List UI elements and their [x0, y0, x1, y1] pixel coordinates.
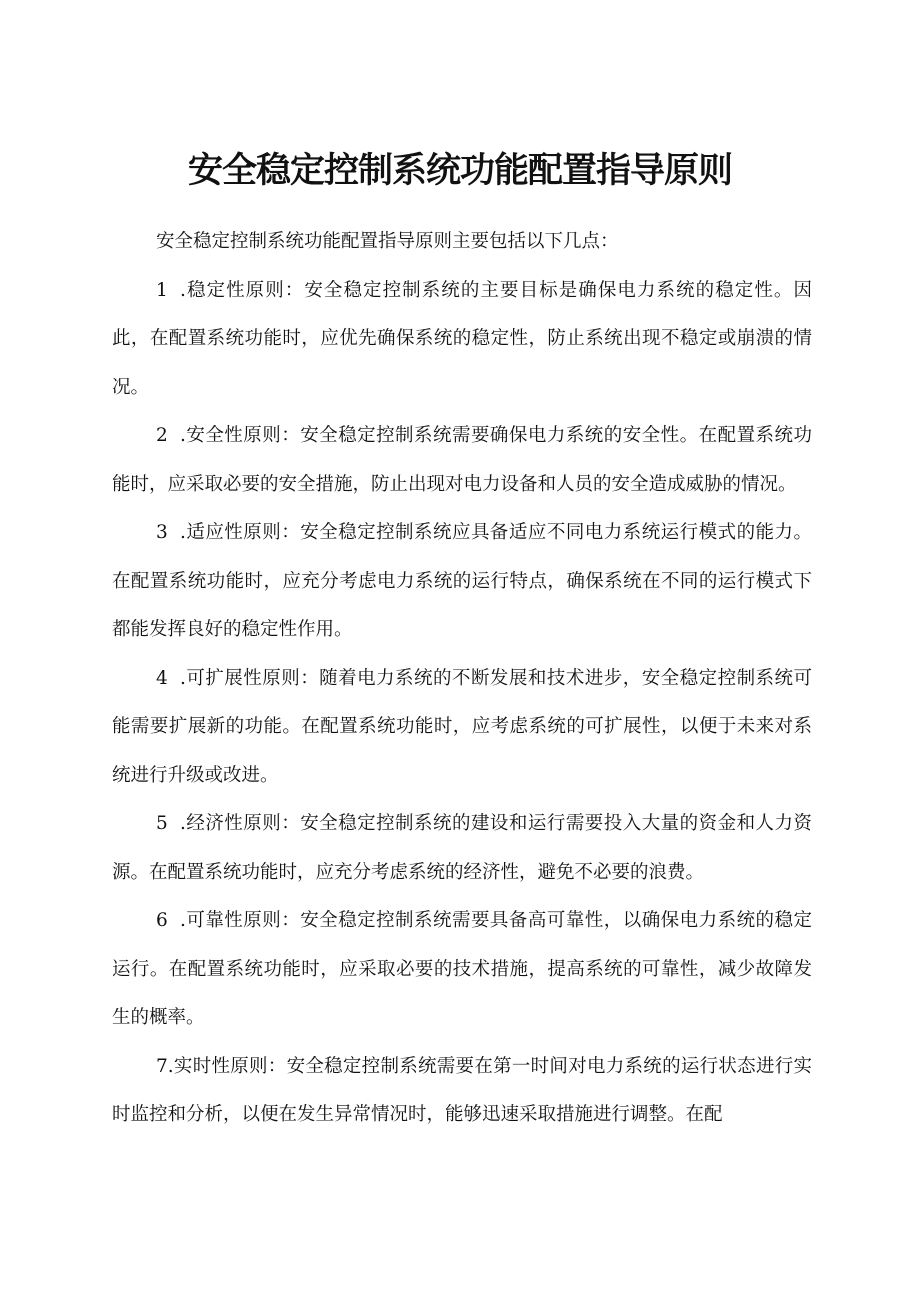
- principle-item-4: [112, 655, 812, 801]
- document-title: 安全稳定控制系统功能配置指导原则: [187, 151, 732, 192]
- principle-item-2: [112, 412, 812, 509]
- item-text: .可靠性原则：安全稳定控制系统需要具备高可靠性，以确保电力系统的稳定运行。在配置系统功能时，应采取必要的技术措施，提高系统的可靠性，减少故障发生的概率。: [112, 910, 812, 1028]
- item-text: .经济性原则：安全稳定控制系统的建设和运行需要投入大量的资金和人力资源。在配置系统功能时，应充分考虑系统的经济性，避免不必要的浪费。: [112, 813, 812, 883]
- principle-item-7: [112, 1043, 812, 1140]
- item-number: 6: [156, 910, 168, 931]
- item-text: .稳定性原则：安全稳定控制系统的主要目标是确保电力系统的稳定性。因此，在配置系统功能时，应优先确保系统的稳定性，防止系统出现不稳定或崩溃的情况。: [112, 279, 812, 398]
- principle-item-5: [112, 800, 812, 897]
- item-number: 2: [156, 425, 168, 446]
- item-number: 7.: [156, 1055, 174, 1077]
- item-number: 3: [156, 522, 168, 543]
- item-number: 1: [156, 279, 168, 301]
- item-text: .可扩展性原则：随着电力系统的不断发展和技术进步，安全稳定控制系统可能需要扩展新的功能。在配置系统功能时，应考虑系统的可扩展性，以便于未来对系统进行升级或改进。: [112, 667, 812, 786]
- item-number: 5: [156, 813, 168, 834]
- intro-paragraph: 安全稳定控制系统功能配置指导原则主要包括以下几点：: [156, 231, 619, 252]
- principle-item-1: [112, 267, 812, 413]
- principle-item-3: [112, 509, 812, 655]
- document-body: [112, 218, 812, 1140]
- item-text: 实时性原则：安全稳定控制系统需要在第一时间对电力系统的运行状态进行实时监控和分析，以便在发生异常情况时，能够迅速采取措施进行调整。在配: [112, 1055, 812, 1125]
- item-number: 4: [156, 667, 168, 689]
- item-text: .适应性原则：安全稳定控制系统应具备适应不同电力系统运行模式的能力。在配置系统功能时，应充分考虑电力系统的运行特点，确保系统在不同的运行模式下都能发挥良好的稳定性作用。: [112, 522, 812, 640]
- item-text: .安全性原则：安全稳定控制系统需要确保电力系统的安全性。在配置系统功能时，应采取必要的安全措施，防止出现对电力设备和人员的安全造成威胁的情况。: [112, 425, 812, 495]
- principle-item-6: [112, 897, 812, 1043]
